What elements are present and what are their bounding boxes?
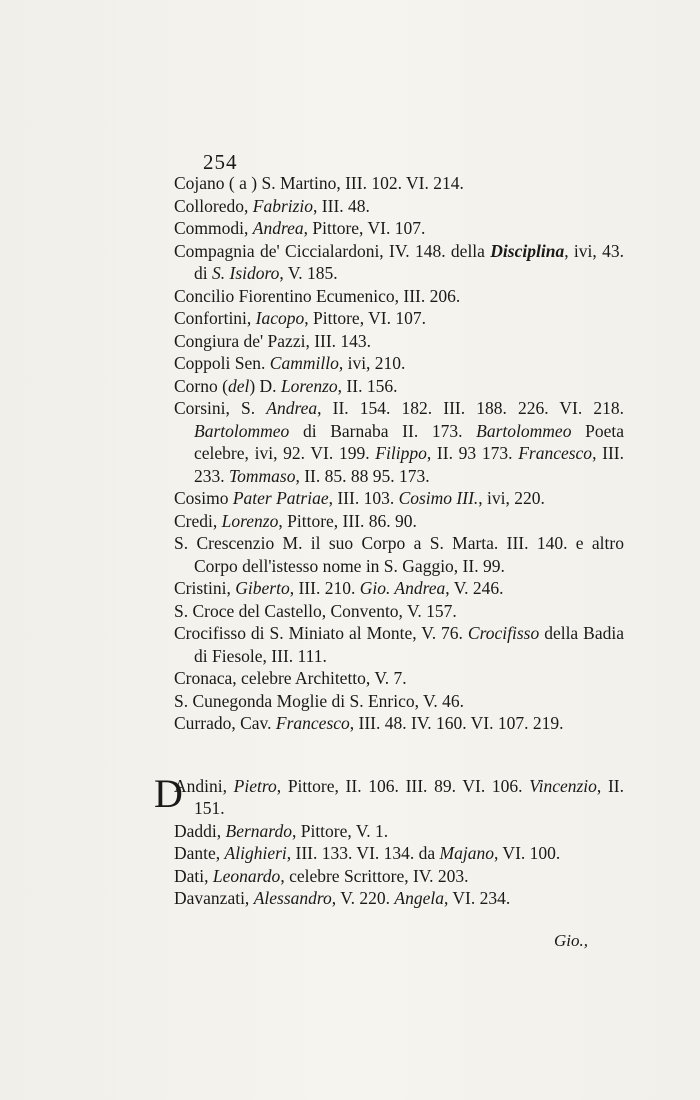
- index-entries: [154, 172, 625, 910]
- index-entry: Currado, Cav. Francesco, III. 48. IV. 160. VI. 107. 219.: [174, 713, 564, 733]
- index-entry: Dati, Leonardo, celebre Scrittore, IV. 203.: [174, 865, 469, 886]
- index-entry: Crocifisso di S. Miniato al Monte, V. 76. Crocifisso della Badia di Fiesole, III. 111.: [174, 623, 624, 666]
- index-entry: Corsini, S. Andrea, II. 154. 182. III. 188. 226. VI. 218. Bartolommeo di Barnaba II. 173. Bartolommeo Poeta celebre, ivi, 92. VI. 199. Filippo, II. 93 173. Francesco, III. 233. Tommaso, II. 85. 88 95. 173.: [174, 398, 625, 486]
- index-entry: Cronaca, celebre Architetto, V. 7.: [174, 668, 407, 688]
- index-entry: Daddi, Bernardo, Pittore, V. 1.: [174, 820, 389, 841]
- catchword: Gio.,: [554, 931, 588, 950]
- index-entry: Concilio Fiorentino Ecumenico, III. 206.: [174, 285, 461, 306]
- index-entry: Commodi, Andrea, Pittore, VI. 107.: [174, 218, 426, 238]
- index-entry: S. Croce del Castello, Convento, V. 157.: [174, 600, 457, 621]
- index-entry: Davanzati, Alessandro, V. 220. Angela, VI. 234.: [174, 888, 511, 908]
- index-entry: Dante, Alighieri, III. 133. VI. 134. da Majano, VI. 100.: [174, 843, 561, 863]
- index-entry: S. Crescenzio M. il suo Corpo a S. Marta. III. 140. e altro Corpo dell'istesso nome in S. Gaggio, II. 99.: [174, 533, 624, 576]
- index-entry: Credi, Lorenzo, Pittore, III. 86. 90.: [174, 510, 417, 531]
- index-entry: Confortini, Iacopo, Pittore, VI. 107.: [174, 308, 426, 328]
- index-entry: Congiura de' Pazzi, III. 143.: [174, 330, 372, 351]
- index-entry: Cojano ( a ) S. Martino, III. 102. VI. 214.: [174, 173, 464, 193]
- index-entry: Cristini, Giberto, III. 210. Gio. Andrea, V. 246.: [174, 578, 504, 598]
- index-entry: Coppoli Sen. Cammillo, ivi, 210.: [174, 353, 406, 373]
- page-number: 254: [203, 150, 238, 174]
- drop-cap-letter: D: [154, 770, 183, 816]
- index-entry: Colloredo, Fabrizio, III. 48.: [174, 195, 370, 216]
- index-entry: S. Cunegonda Moglie di S. Enrico, V. 46.: [174, 690, 465, 711]
- index-entry: Cosimo Pater Patriae, III. 103. Cosimo III., ivi, 220.: [174, 488, 545, 508]
- index-entry: Compagnia de' Ciccialardoni, IV. 148. della Disciplina, ivi, 43. di S. Isidoro, V. 185.: [174, 240, 624, 283]
- index-entry: Corno (del) D. Lorenzo, II. 156.: [174, 375, 398, 396]
- index-entry-section-d: D Andini, Pietro, Pittore, II. 106. III. 89. VI. 106. Vincenzio, II. 151.: [154, 770, 624, 818]
